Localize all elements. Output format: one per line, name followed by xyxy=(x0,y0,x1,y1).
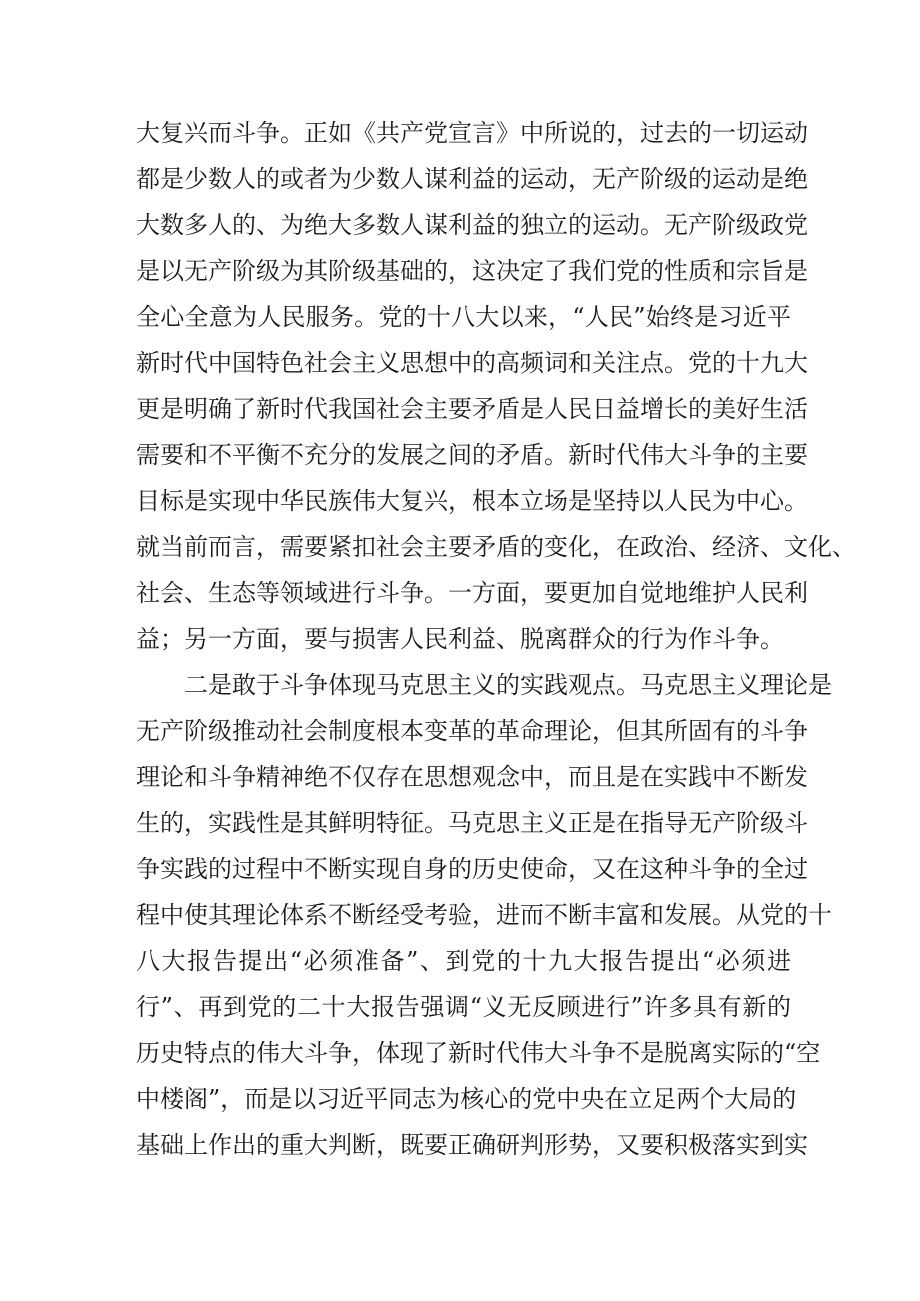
paragraph-end-line: 益；另一方面，要与损害人民利益、脱离群众的行为作斗争。 xyxy=(136,625,784,653)
text-line: 社会、生态等领域进行斗争。一方面，要更加自觉地维护人民利 xyxy=(136,579,808,607)
text-line: 新时代中国特色社会主义思想中的高频词和关注点。党的十九大 xyxy=(136,349,808,377)
paragraph-start-line: 二是敢于斗争体现马克思主义的实践观点。马克思主义理论是 xyxy=(136,671,832,699)
text-line: 历史特点的伟大斗争，体现了新时代伟大斗争不是脱离实际的“空 xyxy=(136,1039,821,1067)
text-line: 无产阶级推动社会制度根本变革的革命理论，但其所固有的斗争 xyxy=(136,717,808,745)
text-line: 大数多人的、为绝大多数人谋利益的独立的运动。无产阶级政党 xyxy=(136,211,808,239)
text-line: 中楼阁”，而是以习近平同志为核心的党中央在立足两个大局的 xyxy=(136,1085,797,1113)
body-text xyxy=(136,110,856,1168)
text-line: 全心全意为人民服务。党的十八大以来，“人民”始终是习近平 xyxy=(136,303,791,331)
text-line: 基础上作出的重大判断，既要正确研判形势，又要积极落实到实 xyxy=(136,1131,808,1159)
text-line: 是以无产阶级为其阶级基础的，这决定了我们党的性质和宗旨是 xyxy=(136,257,808,285)
text-line: 行”、再到党的二十大报告强调“义无反顾进行”许多具有新的 xyxy=(136,993,791,1021)
text-line: 就当前而言，需要紧扣社会主要矛盾的变化，在政治、经济、文化、 xyxy=(136,533,856,561)
text-line: 需要和不平衡不充分的发展之间的矛盾。新时代伟大斗争的主要 xyxy=(136,441,808,469)
text-line: 程中使其理论体系不断经受考验，进而不断丰富和发展。从党的十 xyxy=(136,901,832,929)
text-line: 大复兴而斗争。正如《共产党宣言》中所说的，过去的一切运动 xyxy=(136,119,808,147)
text-line: 生的，实践性是其鲜明特征。马克思主义正是在指导无产阶级斗 xyxy=(136,809,808,837)
text-line: 目标是实现中华民族伟大复兴，根本立场是坚持以人民为中心。 xyxy=(136,487,808,515)
text-line: 更是明确了新时代我国社会主要矛盾是人民日益增长的美好生活 xyxy=(136,395,808,423)
text-line: 都是少数人的或者为少数人谋利益的运动，无产阶级的运动是绝 xyxy=(136,165,808,193)
text-line: 八大报告提出“必须准备”、到党的十九大报告提出“必须进 xyxy=(136,947,791,975)
text-line: 争实践的过程中不断实现自身的历史使命，又在这种斗争的全过 xyxy=(136,855,808,883)
text-line: 理论和斗争精神绝不仅存在思想观念中，而且是在实践中不断发 xyxy=(136,763,808,791)
